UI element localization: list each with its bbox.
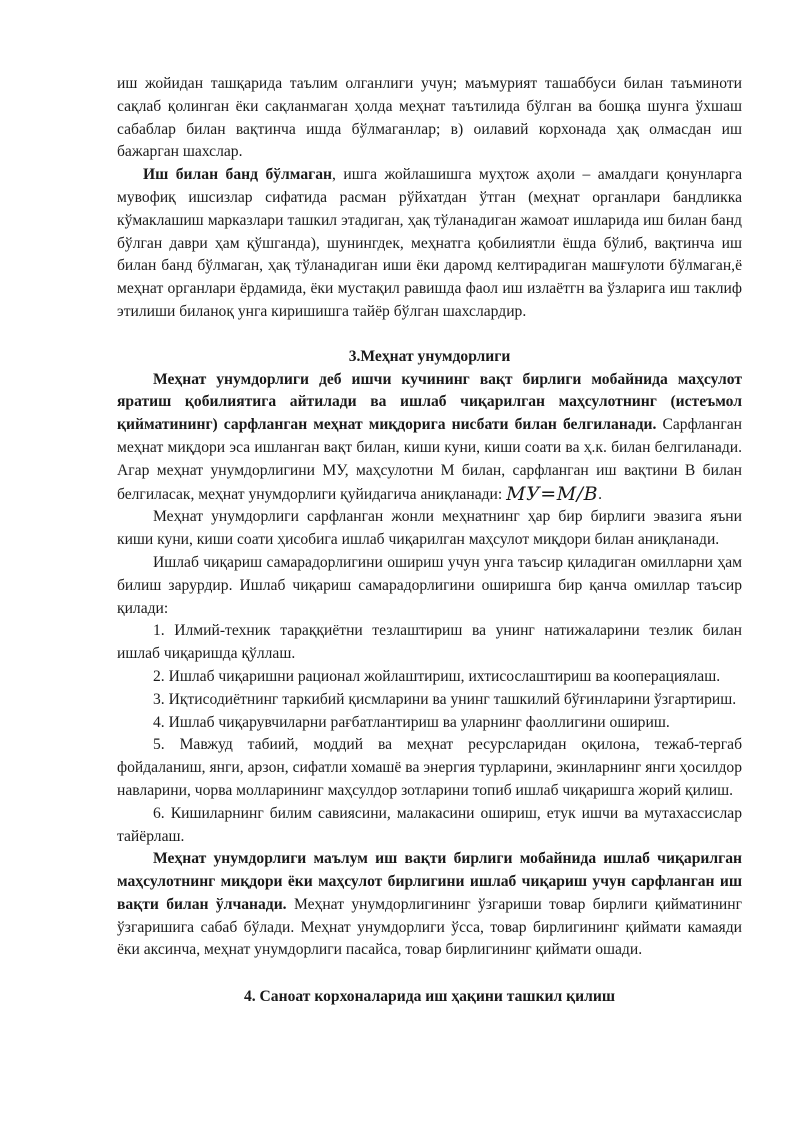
productivity-definition-text: Сарфланган меҳнат миқдори эса ишланган вақт билан, киши куни, киши соати ва ҳ.к. билан белгиланади. Агар меҳнат унумдорлигини МУ, маҳсулотни М билан, сарфланган иш вақтини В билан белгиласак, меҳнат унумдорлиги қуйидагича аниқланади: [117,416,742,503]
term-unemployed: Иш билан банд бўлмаган [143,166,332,184]
list-item-factor-3: 3. Иқтисодиётнинг таркибий қисмларини ва унинг ташкилий бўғинларини ўзгартириш. [153,690,737,708]
list-item-factor-2: 2. Ишлаб чиқаришни рационал жойлаштириш, ихтисослаштириш ва кооперациялаш. [153,667,721,685]
unemployed-definition-text: , ишга жойлашишга муҳтож аҳоли – амалдаги қонунларга мувофиқ ишсизлар сифатида расман рўйхатдан ўтган (меҳнат органлари бандликка кўмаклашиш марказлари ташкил этадиган, ҳақ тўланадиган жамоат ишларида иш билан банд бўлган даври ҳам қўшганда), шунингдек, меҳнатга қобилиятли ёшда бўлиб, вақтинча иш билан банд бўлмаган, ҳақ тўланадиган иши ёки даромд келтирадиган машғулоти бўлмаган,ё меҳнат органлари ёрдамида, ёки мустақил равишда фаол иш излаётгн ва ўзларига иш таклиф этилиши биланоқ унга киришишга тайёр бўлган шахслардир. [117,166,742,320]
paragraph-productivity-definition [117,369,742,507]
spacer [117,324,742,346]
list-item-factor-4: 4. Ишлаб чиқарувчиларни рағбатлантириш ва уларнинг фаоллигини ошириш. [153,713,670,731]
paragraph-efficiency-factors: Ишлаб чиқариш самарадорлигини ошириш учун унга таъсир қиладиган омилларни ҳам билиш зарурдир. Ишлаб чиқариш самарадорлигини оширишга бир қанча омиллар таъсир қилади: [117,553,742,617]
list-item-factor-6: 6. Кишиларнинг билим савиясини, малакасини ошириш, етук ишчи ва мутахассислар тайёрлаш. [117,804,742,845]
paragraph-productivity-measure: Меҳнат унумдорлиги сарфланган жонли меҳнатнинг ҳар бир бирлиги эвазига яъни киши куни, киши соати ҳисобига ишлаб чиқарилган маҳсулот миқдори билан аниқланади. [117,508,742,549]
paragraph-employed-continuation: иш жойидан ташқарида таълим олганлиги учун; маъмурият ташаббуси билан таъминоти сақлаб қолинган ёки сақланмаган ҳолда меҳнат таътилида бўлган ва бошқа шунга ўхшаш сабаблар билан вақтинча ишда бўлмаганлар; в) оилавий корхонада ҳақ олмасдан иш бажарган шахслар. [117,75,742,161]
paragraph-productivity-measurement [117,848,742,962]
paragraph-unemployed-definition [117,164,742,324]
productivity-measurement-bold: Меҳнат унумдорлиги маълум иш вақти бирлиги мобайнида ишлаб чиқарилган маҳсулотнинг миқдори ёки маҳсулот бирлигини ишлаб чиқариш учун сарфланган иш вақти билан ўлчанади. [117,850,742,913]
section-heading-wage-organization: 4. Саноат корхоналарида иш ҳақини ташкил қилиш [243,988,616,1006]
productivity-measurement-text: Меҳнат унумдорлигининг ўзгариши товар бирлиги қийматининг ўзгаришига сабаб бўлади. Меҳнат унумдорлиги ўсса, товар бирлигининг қиймати камаяди ёки аксинча, меҳнат унумдорлиги пасайса, товар бирлигининг қиймати ошади. [117,895,742,959]
productivity-definition-bold: Меҳнат унумдорлиги деб ишчи кучининг вақт бирлиги мобайнида маҳсулот яратиш қобилиятига айтилади ва ишлаб чиқарилган маҳсулотнинг (истеъмол қийматининг) сарфланган меҳнат миқдорига нисбати билан белгиланади. [117,370,742,434]
list-item-factor-5: 5. Мавжуд табиий, моддий ва меҳнат ресурсларидан оқилона, тежаб-тергаб фойдаланиш, янги, арзон, сифатли хомашё ва энергия турларини, экинларнинг янги ҳосилдор навларини, чорва молларининг маҳсулдор зотларини топиб ишлаб чиқаришга жорий қилиш. [117,736,742,799]
section-heading-labor-productivity: 3.Меҳнат унумдорлиги [348,347,511,365]
formula-period: . [598,485,602,503]
productivity-formula: МУ=М/В [506,482,599,505]
list-item-factor-1: 1. Илмий-техник тараққиётни тезлаштириш ва унинг натижаларини тезлик билан ишлаб чиқаришда қўллаш. [117,622,742,663]
spacer [117,962,742,986]
